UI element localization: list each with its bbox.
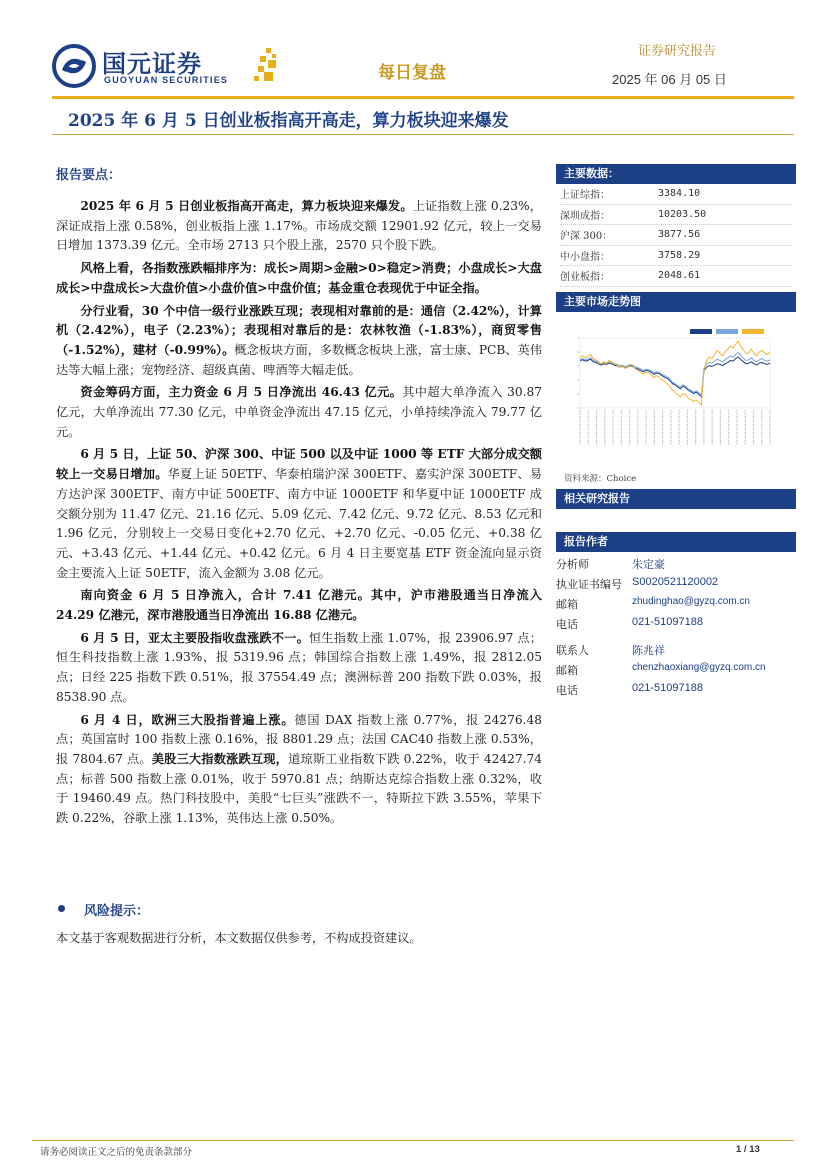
license-label: 执业证书编号 xyxy=(556,578,622,591)
index-name: 创业板指： xyxy=(560,272,610,284)
legend-swatch-2 xyxy=(742,329,764,334)
paragraph-lead: 南向资金 6 月 5 日净流入，合计 7.41 亿港元。其中，沪市港股通当日净流入 24.29 亿港元，深市港股通当日净流出 16.88 亿港元。 xyxy=(56,588,542,623)
paragraph-body: 上证指数上涨 0.23%，深证成指上涨 0.58%，创业板指上涨 1.17%。市场成交额 12901.92 亿元，较上一交易日增加 1373.39 亿元。全市场 2713 只个股上涨，2570 只个股下跌。 xyxy=(56,199,542,253)
logo-spark-icon xyxy=(252,46,282,86)
paragraph-body: 概念板块方面，多数概念板块上涨，富士康、PCB、英伟达等大幅上涨；宠物经济、超级真菌、啤酒等大幅走低。 xyxy=(56,342,542,377)
index-value: 2048.61 xyxy=(658,270,701,282)
title-divider xyxy=(52,134,794,135)
index-row xyxy=(560,225,792,246)
header-divider xyxy=(52,96,794,99)
page-number: 1 / 13 xyxy=(736,1144,760,1155)
paragraph-lead: 美股三大指数涨跌互现， xyxy=(151,751,289,766)
report-title: 2025 年 6 月 5 日创业板指高开高走，算力板块迎来爆发 xyxy=(68,111,509,131)
main-data-heading: 主要数据： xyxy=(556,164,796,184)
index-value: 3758.29 xyxy=(658,249,701,261)
logo-cn-text: 国元证券 xyxy=(102,50,202,78)
index-name: 中小盘指： xyxy=(560,251,610,263)
paragraph-lead: 6 月 5 日，亚太主要股指收盘涨跌不一。 xyxy=(80,630,309,645)
paragraph-body: 恒生指数上涨 1.07%，报 23906.97 点；恒生科技指数上涨 1.93%，报 5319.96 点；韩国综合指数上涨 1.49%，报 2812.05 点；日经 225 指数下跌 0.51%，报 37554.49 点；澳洲标普 200 指数下跌 0.03%，报 8538.90 点。 xyxy=(56,630,542,704)
summary-paragraph xyxy=(56,383,542,442)
footer-disclaimer: 请务必阅读正文之后的免责条款部分 xyxy=(40,1147,193,1158)
paragraph-body: 华夏上证 50ETF、华泰柏瑞沪深 300ETF、嘉实沪深 300ETF、易方达沪深 300ETF、南方中证 500ETF、南方中证 1000ETF 和华夏中证 1000ETF 成交额分别为 11.47 亿元、21.16 亿元、5.09 亿元、7.42 亿元、9.72 亿元、8.53 亿元和 1.96 亿元，分别较上一交易日变化+2.70 亿元、+2.70 亿元、-0.05 亿元、+0.38 亿元、+3.43 亿元、+1.44 亿元、+0.42 亿元。6 月 4 日主要宽基 ETF 资金流向显示资金主要流入上证 50ETF，流入金额为 3.08 亿元。 xyxy=(56,467,542,580)
index-table xyxy=(560,184,792,287)
email-label: 邮箱 xyxy=(556,598,578,611)
paragraph-lead: 6 月 5 日，上证 50、沪深 300、中证 500 以及中证 1000 等 ETF 大部分成交额较上一交易日增加。 xyxy=(56,447,542,482)
contact-name: 陈兆祥 xyxy=(632,644,665,657)
paragraph-lead: 资金筹码方面，主力资金 6 月 5 日净流出 46.43 亿元。 xyxy=(80,385,403,400)
report-section-label: 每日复盘 xyxy=(378,63,446,83)
summary-paragraph xyxy=(56,302,542,381)
paragraph-lead: 分行业看，30 个中信一级行业涨跌互现；表现相对靠前的是：通信（2.42%），计算机（2.42%），电子（2.23%）；表现相对靠后的是：农林牧渔（-1.83%），商贸零售（-1.52%），建材（-0.99%）。 xyxy=(56,303,542,357)
contact-label: 联系人 xyxy=(556,644,589,657)
summary-paragraph xyxy=(56,445,542,583)
report-date: 2025 年 06 月 05 日 xyxy=(612,72,727,87)
index-name: 深圳成指： xyxy=(560,210,610,222)
market-trend-chart xyxy=(560,328,780,468)
index-value: 3877.56 xyxy=(658,229,701,241)
legend-swatch-1 xyxy=(716,329,738,334)
paragraph-lead: 2025 年 6 月 5 日创业板指高开高走，算力板块迎来爆发。 xyxy=(80,199,413,213)
paragraph-body: 道琼斯工业指数下跌 0.22%，收于 42427.74 点；标普 500 指数上涨 0.01%，收于 5970.81 点；纳斯达克综合指数上涨 0.32%，收于 19460.49 点。热门科技股中，美股“七巨头”涨跌不一，特斯拉下跌 3.55%，苹果下跌 0.22%，谷歌上涨 1.13%，英伟达上涨 0.50%。 xyxy=(56,751,542,826)
paragraph-body: 德国 DAX 指数上涨 0.77%，报 24276.48 点；英国富时 100 指数上涨 0.16%，报 8801.29 点；法国 CAC40 指数上涨 0.53%，报 7804.67 点。 xyxy=(56,712,542,766)
paragraph-body: 其中超大单净流入 30.87 亿元，大单净流出 77.30 亿元，中单资金净流出 47.15 亿元，小单持续净流入 79.77 亿元。 xyxy=(56,385,542,439)
index-name: 沪深 300： xyxy=(560,231,613,243)
logo-mark-icon xyxy=(52,44,96,88)
footer-divider xyxy=(32,1140,794,1141)
contact-email-label: 邮箱 xyxy=(556,664,578,677)
related-research-heading: 相关研究报告 xyxy=(556,489,796,509)
company-logo xyxy=(52,44,282,94)
summary-paragraph xyxy=(56,711,542,829)
bullet-icon xyxy=(58,905,65,912)
index-row xyxy=(560,205,792,226)
index-row xyxy=(560,266,792,287)
paragraph-lead: 6 月 4 日，欧洲三大股指普遍上涨。 xyxy=(80,712,295,727)
index-value: 3384.10 xyxy=(658,188,701,200)
summary-paragraphs xyxy=(56,197,542,829)
logo-en-text: GUOYUAN SECURITIES xyxy=(104,75,229,85)
legend-swatch-0 xyxy=(690,329,712,334)
index-row xyxy=(560,184,792,205)
series-line-2 xyxy=(580,341,770,404)
summary-paragraph xyxy=(56,586,542,625)
analyst-label: 分析师 xyxy=(556,558,589,571)
analyst-phone: 021-51097188 xyxy=(632,616,703,628)
analyst-name: 朱定豪 xyxy=(632,558,665,571)
author-heading: 报告作者 xyxy=(556,532,796,552)
chart-frame xyxy=(580,338,770,408)
index-name: 上证综指： xyxy=(560,190,610,202)
report-summary xyxy=(56,164,542,832)
index-row xyxy=(560,246,792,267)
summary-paragraph xyxy=(56,629,542,708)
series-line-1 xyxy=(580,353,770,396)
contact-email-link[interactable]: chenzhaoxiang@gyzq.com.cn xyxy=(632,662,766,673)
phone-label: 电话 xyxy=(556,618,578,631)
risk-text: 本文基于客观数据进行分析，本文数据仅供参考，不构成投资建议。 xyxy=(56,931,422,945)
summary-paragraph xyxy=(56,259,542,298)
summary-paragraph xyxy=(56,197,542,256)
report-type: 证券研究报告 xyxy=(637,44,716,59)
analyst-email-link[interactable]: zhudinghao@gyzq.com.cn xyxy=(632,596,750,607)
series-line-0 xyxy=(580,357,770,397)
summary-heading: 报告要点： xyxy=(56,168,122,183)
risk-heading: 风险提示： xyxy=(84,904,150,919)
index-value: 10203.50 xyxy=(658,208,707,220)
license-number: S0020521120002 xyxy=(632,576,719,588)
contact-phone: 021-51097188 xyxy=(632,682,703,694)
paragraph-lead: 风格上看，各指数涨跌幅排序为：成长>周期>金融>0>稳定>消费；小盘成长>大盘成长>中盘成长>大盘价值>小盘价值>中盘价值；基金重仓表现优于中证全指。 xyxy=(56,261,542,295)
chart-source: 资料来源：Choice xyxy=(564,474,637,484)
contact-phone-label: 电话 xyxy=(556,684,578,697)
chart-heading: 主要市场走势图 xyxy=(556,292,796,312)
